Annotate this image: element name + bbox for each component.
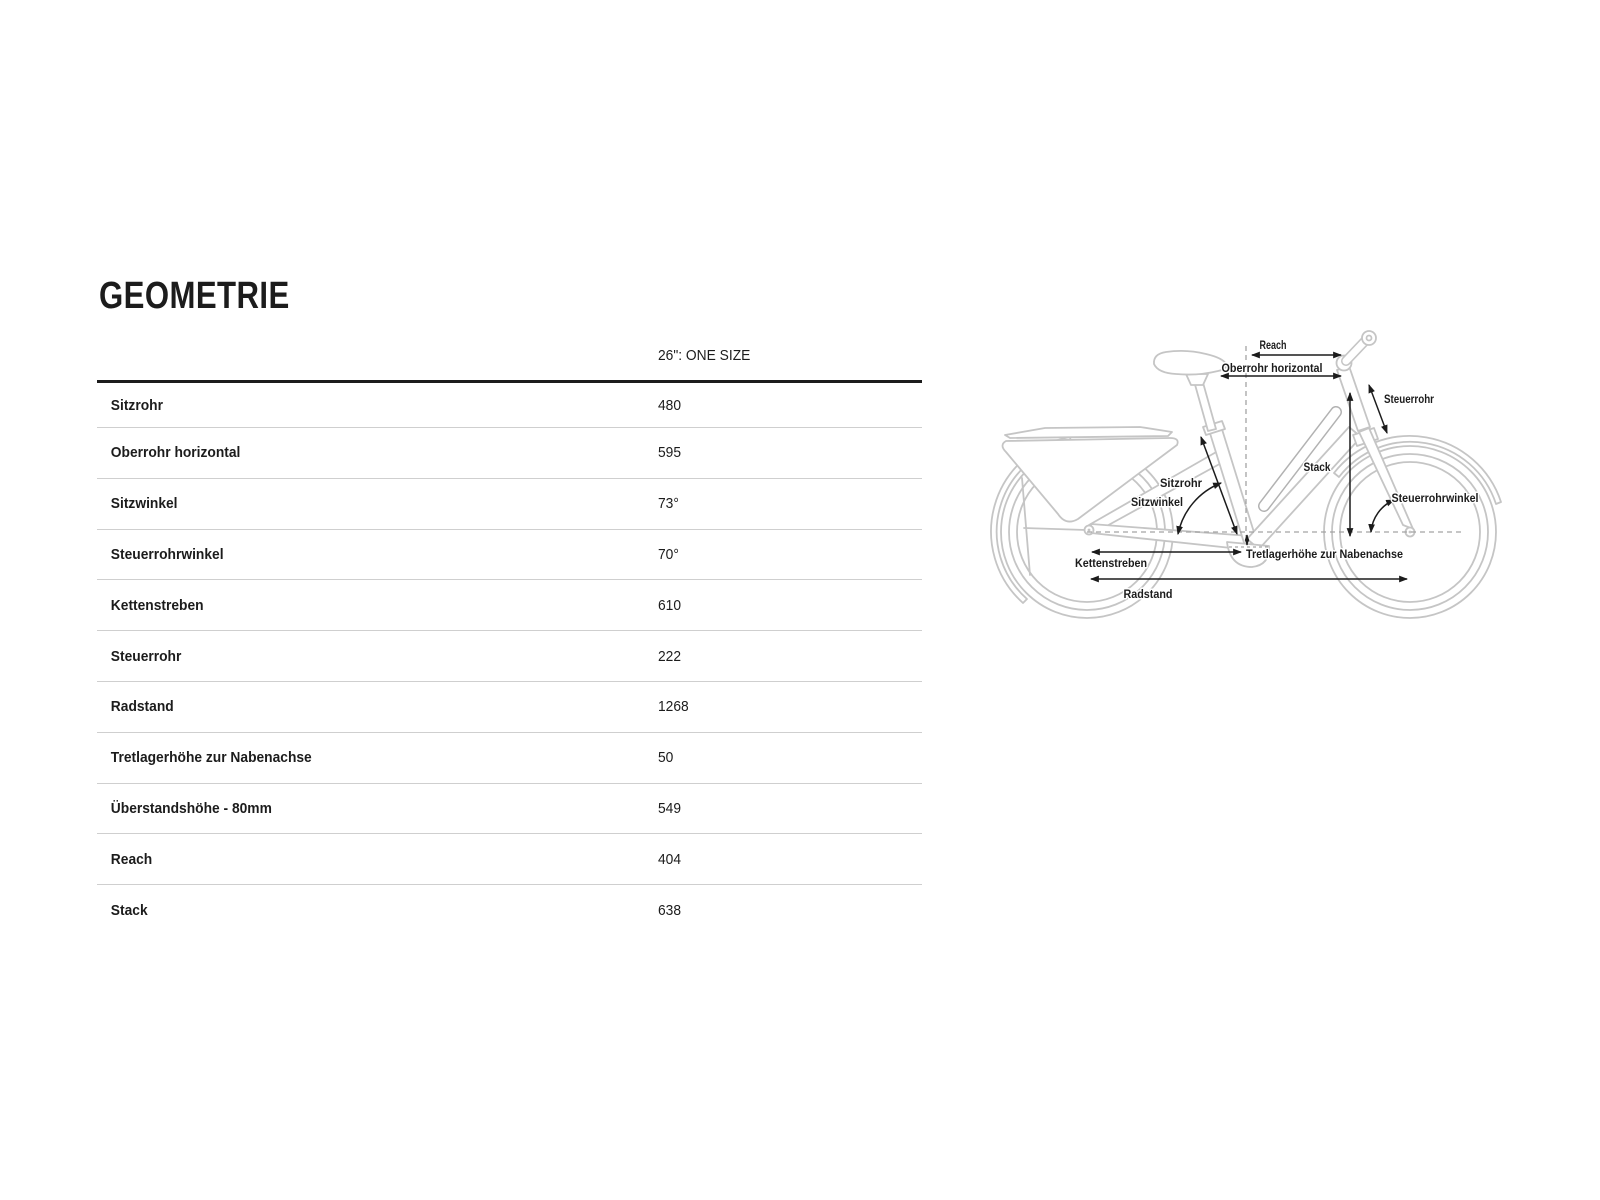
geometry-table <box>97 330 922 936</box>
head-tube <box>1337 366 1370 431</box>
table-row <box>97 784 922 835</box>
row-label: Oberrohr horizontal <box>110 444 241 462</box>
row-label: Radstand <box>110 698 174 716</box>
row-label: Sitzwinkel <box>110 495 178 513</box>
diagram-label-reach: Reach <box>1259 338 1287 352</box>
diagram-label-sitzwinkel: Sitzwinkel <box>1131 495 1183 509</box>
table-row <box>97 580 922 631</box>
diagram-label-steuerrohrwinkel: Steuerrohrwinkel <box>1391 491 1479 505</box>
row-value: 222 <box>658 647 682 665</box>
diagram-label-radstand: Radstand <box>1123 587 1173 601</box>
diagram-label-kettenstreben: Kettenstreben <box>1075 556 1147 570</box>
row-value: 50 <box>658 749 674 767</box>
chain-stay <box>1091 524 1250 550</box>
diagram-label-steuerrohr: Steuerrohr <box>1384 392 1435 406</box>
row-label: Steuerrohr <box>110 647 182 665</box>
row-label: Kettenstreben <box>110 596 204 614</box>
diagram-label-tretlagerhoehe: Tretlagerhöhe zur Nabenachse <box>1246 547 1404 561</box>
table-row <box>97 682 922 733</box>
row-value: 70° <box>658 545 679 563</box>
row-value: 1268 <box>658 698 689 716</box>
seatpost <box>1194 379 1216 431</box>
saddle-clamp <box>1186 374 1208 385</box>
row-label: Sitzrohr <box>110 396 163 414</box>
table-row <box>97 428 922 479</box>
table-row <box>97 885 922 936</box>
row-value: 595 <box>658 444 682 462</box>
table-header-row <box>97 330 922 383</box>
row-value: 73° <box>658 495 679 513</box>
row-label: Tretlagerhöhe zur Nabenachse <box>110 749 312 767</box>
row-value: 480 <box>658 396 682 414</box>
table-row <box>97 383 922 428</box>
diagram-label-stack: Stack <box>1303 460 1331 474</box>
table-row <box>97 479 922 530</box>
row-label: Stack <box>110 902 148 920</box>
cargo-bag-lid <box>1005 427 1172 438</box>
row-value: 549 <box>658 799 682 817</box>
front-hub-dot <box>1409 531 1412 534</box>
row-value: 610 <box>658 596 682 614</box>
stem-handlebar <box>1337 331 1377 371</box>
table-row <box>97 834 922 885</box>
grip-ring <box>1362 331 1376 345</box>
diagram-label-oberrohr: Oberrohr horizontal <box>1221 361 1323 375</box>
cargo-bag <box>1003 438 1178 522</box>
seat-tube <box>1209 426 1257 546</box>
table-row <box>97 530 922 581</box>
table-row <box>97 631 922 682</box>
row-value: 404 <box>658 850 682 868</box>
geometry-diagram <box>960 300 1520 630</box>
row-label: Überstandshöhe - 80mm <box>110 799 272 817</box>
rear-hub-dot <box>1088 529 1091 532</box>
row-value: 638 <box>658 902 682 920</box>
row-label: Reach <box>110 850 153 868</box>
size-column-header: 26": ONE SIZE <box>658 347 751 364</box>
sitzwinkel-arc-arrow <box>1178 483 1221 534</box>
saddle <box>1154 351 1226 375</box>
table-row <box>97 733 922 784</box>
page-title: GEOMETRIE <box>99 275 290 318</box>
diagram-label-sitzrohr: Sitzrohr <box>1160 476 1203 490</box>
row-label: Steuerrohrwinkel <box>110 545 224 563</box>
